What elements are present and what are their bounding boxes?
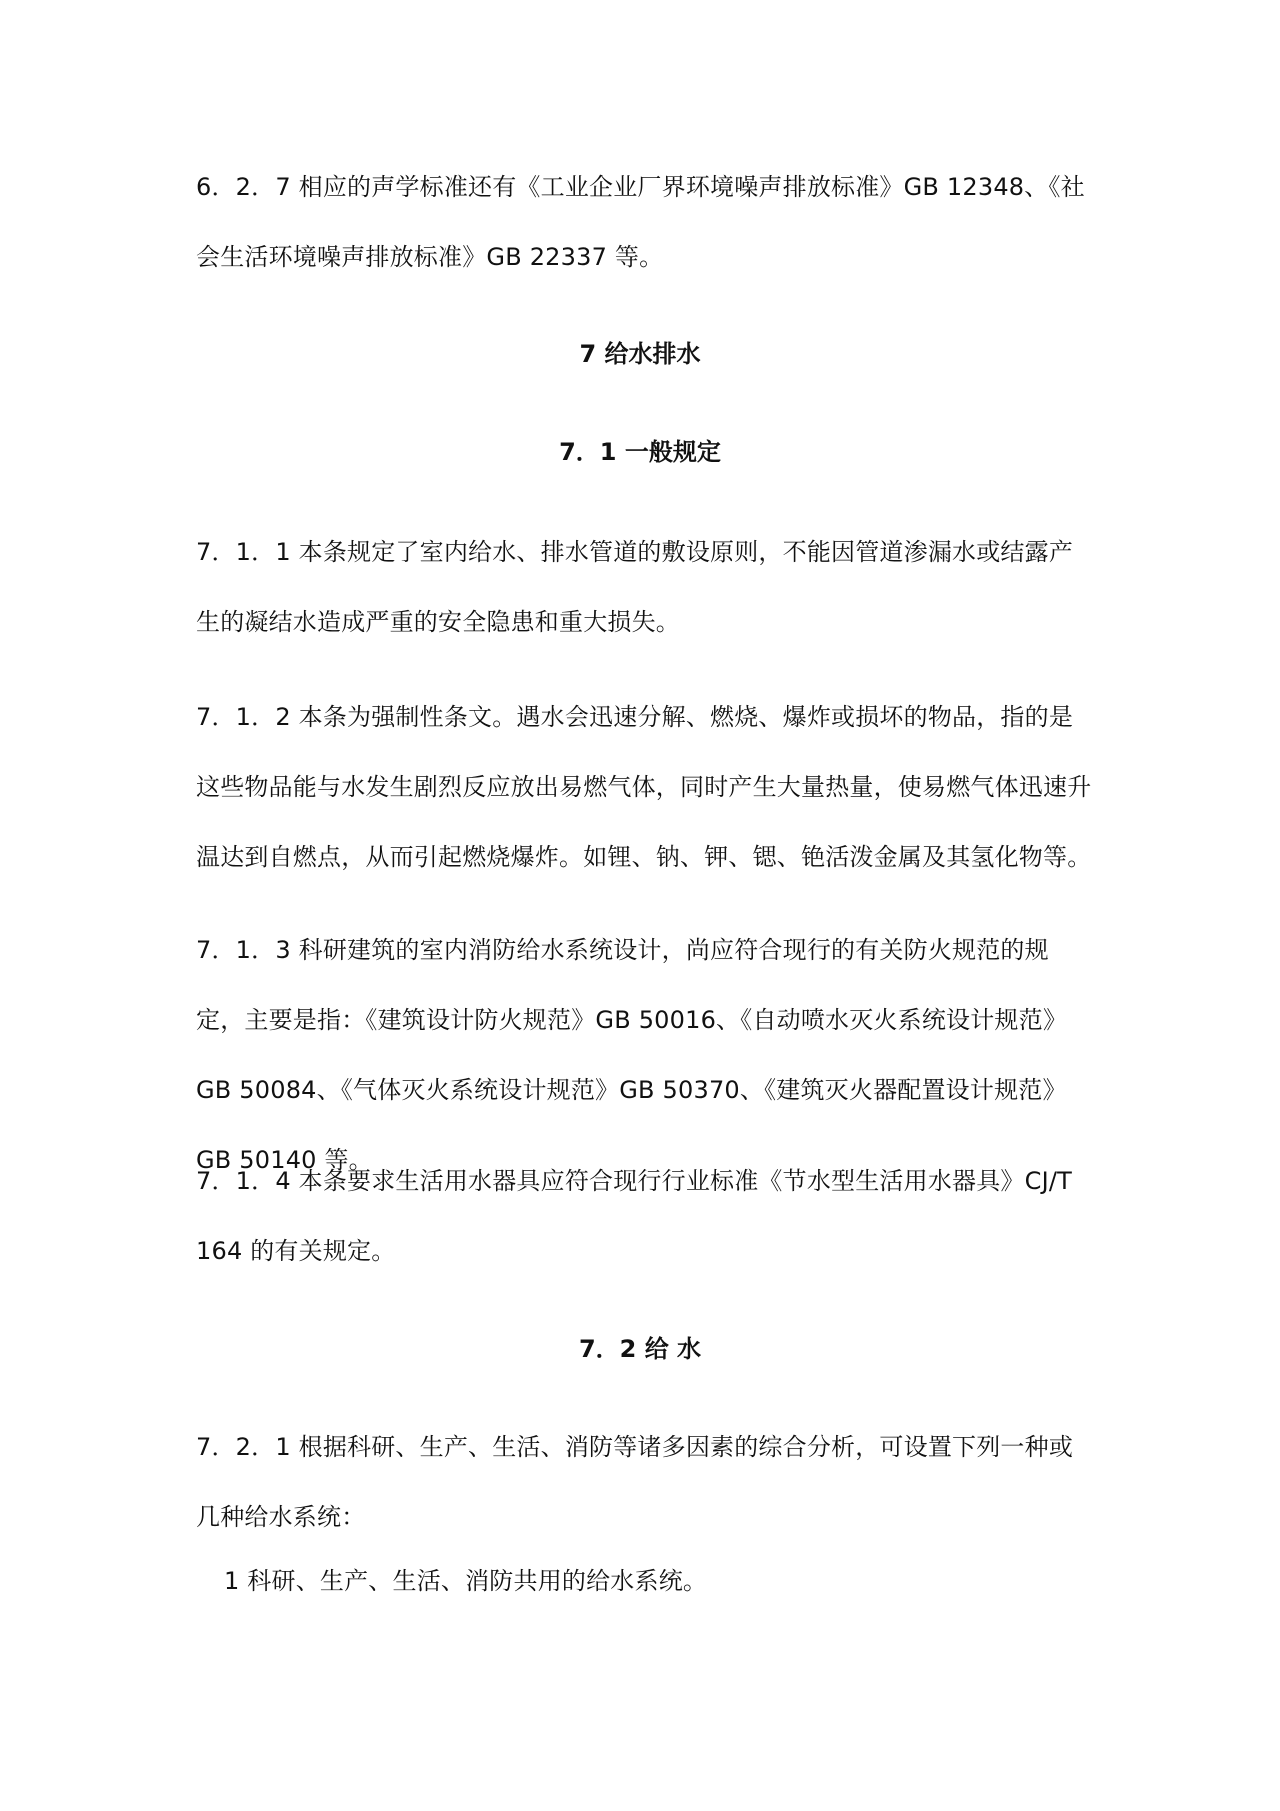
section-7-2-heading: 7．2 给 水 xyxy=(578,1335,702,1363)
chapter-7-heading: 7 给水排水 xyxy=(579,340,701,368)
paragraph-7-1-2: 7．1．2 本条为强制性条文。遇水会迅速分解、燃烧、爆炸或损坏的物品，指的是这些物品能与水发生剧烈反应放出易燃气体，同时产生大量热量，使易燃气体迅速升温达到自燃点，从而引起燃烧爆炸。如锂、钠、钾、锶、铯活泼金属及其氢化物等。 xyxy=(196,703,1092,871)
paragraph-7-1-3: 7．1．3 科研建筑的室内消防给水系统设计，尚应符合现行的有关防火规范的规定，主要是指：《建筑设计防火规范》GB 50016、《自动喷水灭火系统设计规范》GB 50084、《气体灭火系统设计规范》GB 50370、《建筑灭火器配置设计规范》GB 50140 等。 xyxy=(196,936,1068,1174)
paragraph-7-1-1: 7．1．1 本条规定了室内给水、排水管道的敷设原则，不能因管道渗漏水或结露产生的凝结水造成严重的安全隐患和重大损失。 xyxy=(196,538,1074,636)
paragraph-6-2-7: 6．2．7 相应的声学标准还有《工业企业厂界环境噪声排放标准》GB 12348、《社会生活环境噪声排放标准》GB 22337 等。 xyxy=(196,173,1085,271)
section-7-1-heading: 7．1 一般规定 xyxy=(559,438,721,466)
paragraph-7-1-4: 7．1．4 本条要求生活用水器具应符合现行行业标准《节水型生活用水器具》CJ/T 164 的有关规定。 xyxy=(196,1167,1073,1265)
paragraph-7-2-1: 7．2．1 根据科研、生产、生活、消防等诸多因素的综合分析，可设置下列一种或几种给水系统： xyxy=(196,1433,1074,1531)
list-item-1: 1 科研、生产、生活、消防共用的给水系统。 xyxy=(224,1567,708,1595)
